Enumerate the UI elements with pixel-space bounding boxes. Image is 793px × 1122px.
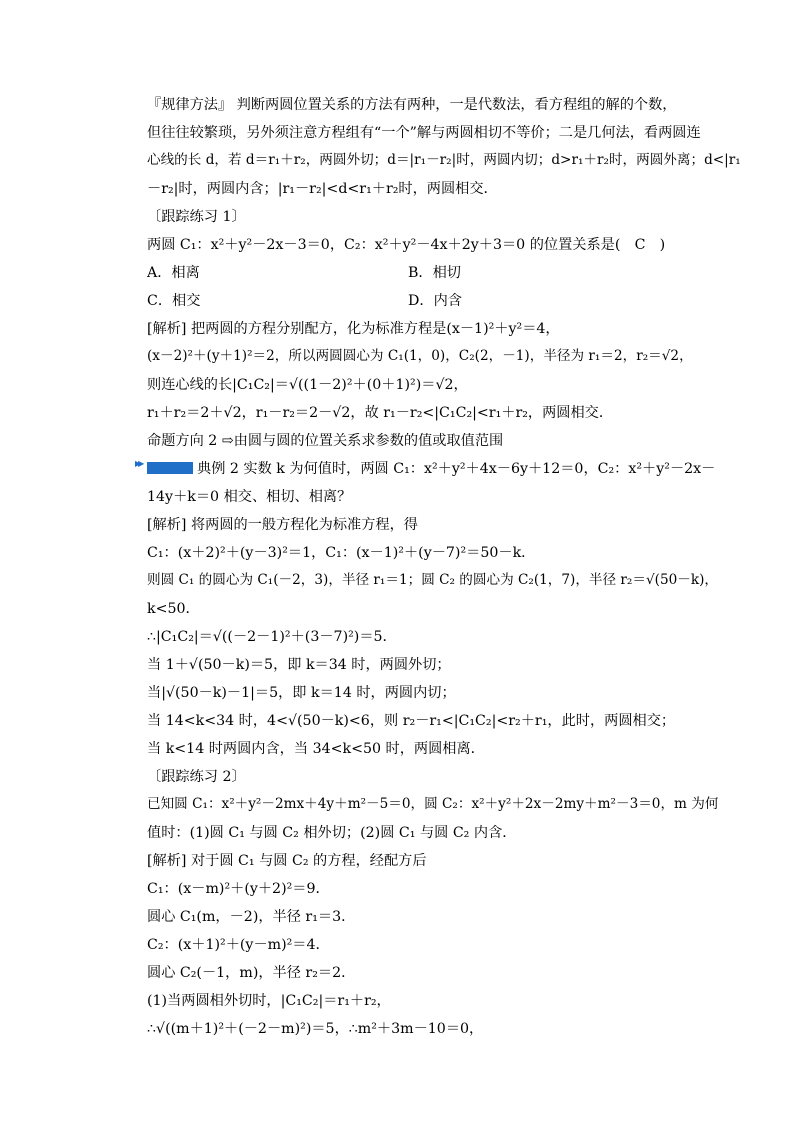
example-2-text: 典例 2 实数 k 为何值时，两圆 C₁：x²＋y²＋4x－6y＋12＝0，C₂：x²＋y²－2x－ (197, 461, 716, 477)
solution-2-line-1: [解析] 将两圆的一般方程化为标准方程，得 (147, 517, 418, 533)
solution-3-line-3: 圆心 C₁(m，－2)，半径 r₁＝3． (147, 909, 356, 925)
practice-1-question: 两圆 C₁：x²＋y²－2x－3＝0，C₂：x²＋y²－4x＋2y＋3＝0 的位置关系是( C ) (147, 237, 666, 253)
solution-2-line-9: 当 k<14 时两圆内含，当 34<k<50 时，两圆相离． (147, 741, 485, 757)
option-d: D．内含 (408, 293, 462, 309)
method-line-1: 『规律方法』 判断两圆位置关系的方法有两种，一是代数法，看方程组的解的个数， (147, 97, 677, 113)
method-line-3: 心线的长 d，若 d＝r₁＋r₂，两圆外切；d＝|r₁－r₂|时，两圆内切；d>r₁＋r₂时，两圆外离；d<|r₁ (147, 152, 741, 168)
solution-2-line-8: 当 14<k<34 时，4<√(50－k)<6，则 r₂－r₁<|C₁C₂|<r₂＋r₁，此时，两圆相交； (147, 713, 676, 729)
practice-1-heading: 〔跟踪练习 1〕 (147, 209, 246, 225)
topic-direction-2: 命题方向 2 ⇨由圆与圆的位置关系求参数的值或取值范围 (147, 433, 504, 449)
practice-2-question-line-2: 值时：(1)圆 C₁ 与圆 C₂ 相外切；(2)圆 C₁ 与圆 C₂ 内含． (147, 825, 517, 841)
solution-2-line-2: C₁：(x＋2)²＋(y－3)²＝1，C₁：(x－1)²＋(y－7)²＝50－k． (147, 545, 536, 561)
solution-2-line-6: 当 1＋√(50－k)＝5，即 k＝34 时，两圆外切； (147, 657, 451, 673)
option-c: C．相交 (147, 293, 201, 309)
solution-2-line-3: 则圆 C₁ 的圆心为 C₁(－2，3)，半径 r₁＝1；圆 C₂ 的圆心为 C₂(1，7)，半径 r₂＝√(50－k)， (147, 572, 718, 588)
solution-1-line-2: (x－2)²＋(y＋1)²＝2，所以两圆圆心为 C₁(1，0)，C₂(2，－1)，半径为 r₁＝2，r₂＝√2， (147, 348, 693, 364)
solution-1-line-3: 则连心线的长|C₁C₂|＝√((1－2)²＋(0＋1)²)＝√2， (147, 377, 468, 393)
option-a: A．相离 (147, 265, 200, 281)
practice-2-question-line-1: 已知圆 C₁：x²＋y²－2mx＋4y＋m²－5＝0，圆 C₂：x²＋y²＋2x－2my＋m²－3＝0，m 为何 (147, 796, 719, 812)
example-2-line-1 (147, 462, 715, 476)
solution-1-line-4: r₁＋r₂＝2＋√2，r₁－r₂＝2－√2，故 r₁－r₂<|C₁C₂|<r₁＋r₂，两圆相交． (147, 405, 614, 421)
practice-2-heading: 〔跟踪练习 2〕 (147, 769, 246, 785)
solution-2-line-7: 当|√(50－k)－1|＝5，即 k＝14 时，两圆内切； (147, 685, 456, 701)
option-b: B．相切 (408, 265, 461, 281)
example-marker-icon (147, 462, 193, 474)
example-2-line-2: 14y＋k＝0 相交、相切、相离？ (147, 489, 352, 505)
solution-3-line-1: [解析] 对于圆 C₁ 与圆 C₂ 的方程，经配方后 (147, 853, 427, 869)
solution-1-line-1: [解析] 把两圆的方程分别配方，化为标准方程是(x－1)²＋y²＝4， (147, 321, 560, 337)
solution-3-line-7: ∴√((m＋1)²＋(－2－m)²)＝5，∴m²＋3m－10＝0， (147, 1021, 484, 1037)
method-line-2: 但往往较繁琐，另外须注意方程组有“一个”解与两圆相切不等价；二是几何法，看两圆连 (147, 125, 701, 141)
solution-3-line-2: C₁：(x－m)²＋(y＋2)²＝9． (147, 881, 330, 897)
solution-3-line-5: 圆心 C₂(－1，m)，半径 r₂＝2． (147, 965, 356, 981)
method-line-4: －r₂|时，两圆内含；|r₁－r₂|<d<r₁＋r₂时，两圆相交． (147, 181, 498, 197)
solution-3-line-4: C₂：(x＋1)²＋(y－m)²＝4． (147, 937, 330, 953)
solution-3-line-6: (1)当两圆相外切时，|C₁C₂|＝r₁＋r₂， (147, 993, 391, 1009)
solution-2-line-5: ∴|C₁C₂|＝√((－2－1)²＋(3－7)²)＝5． (147, 629, 397, 645)
solution-2-line-4: k<50． (147, 601, 200, 617)
